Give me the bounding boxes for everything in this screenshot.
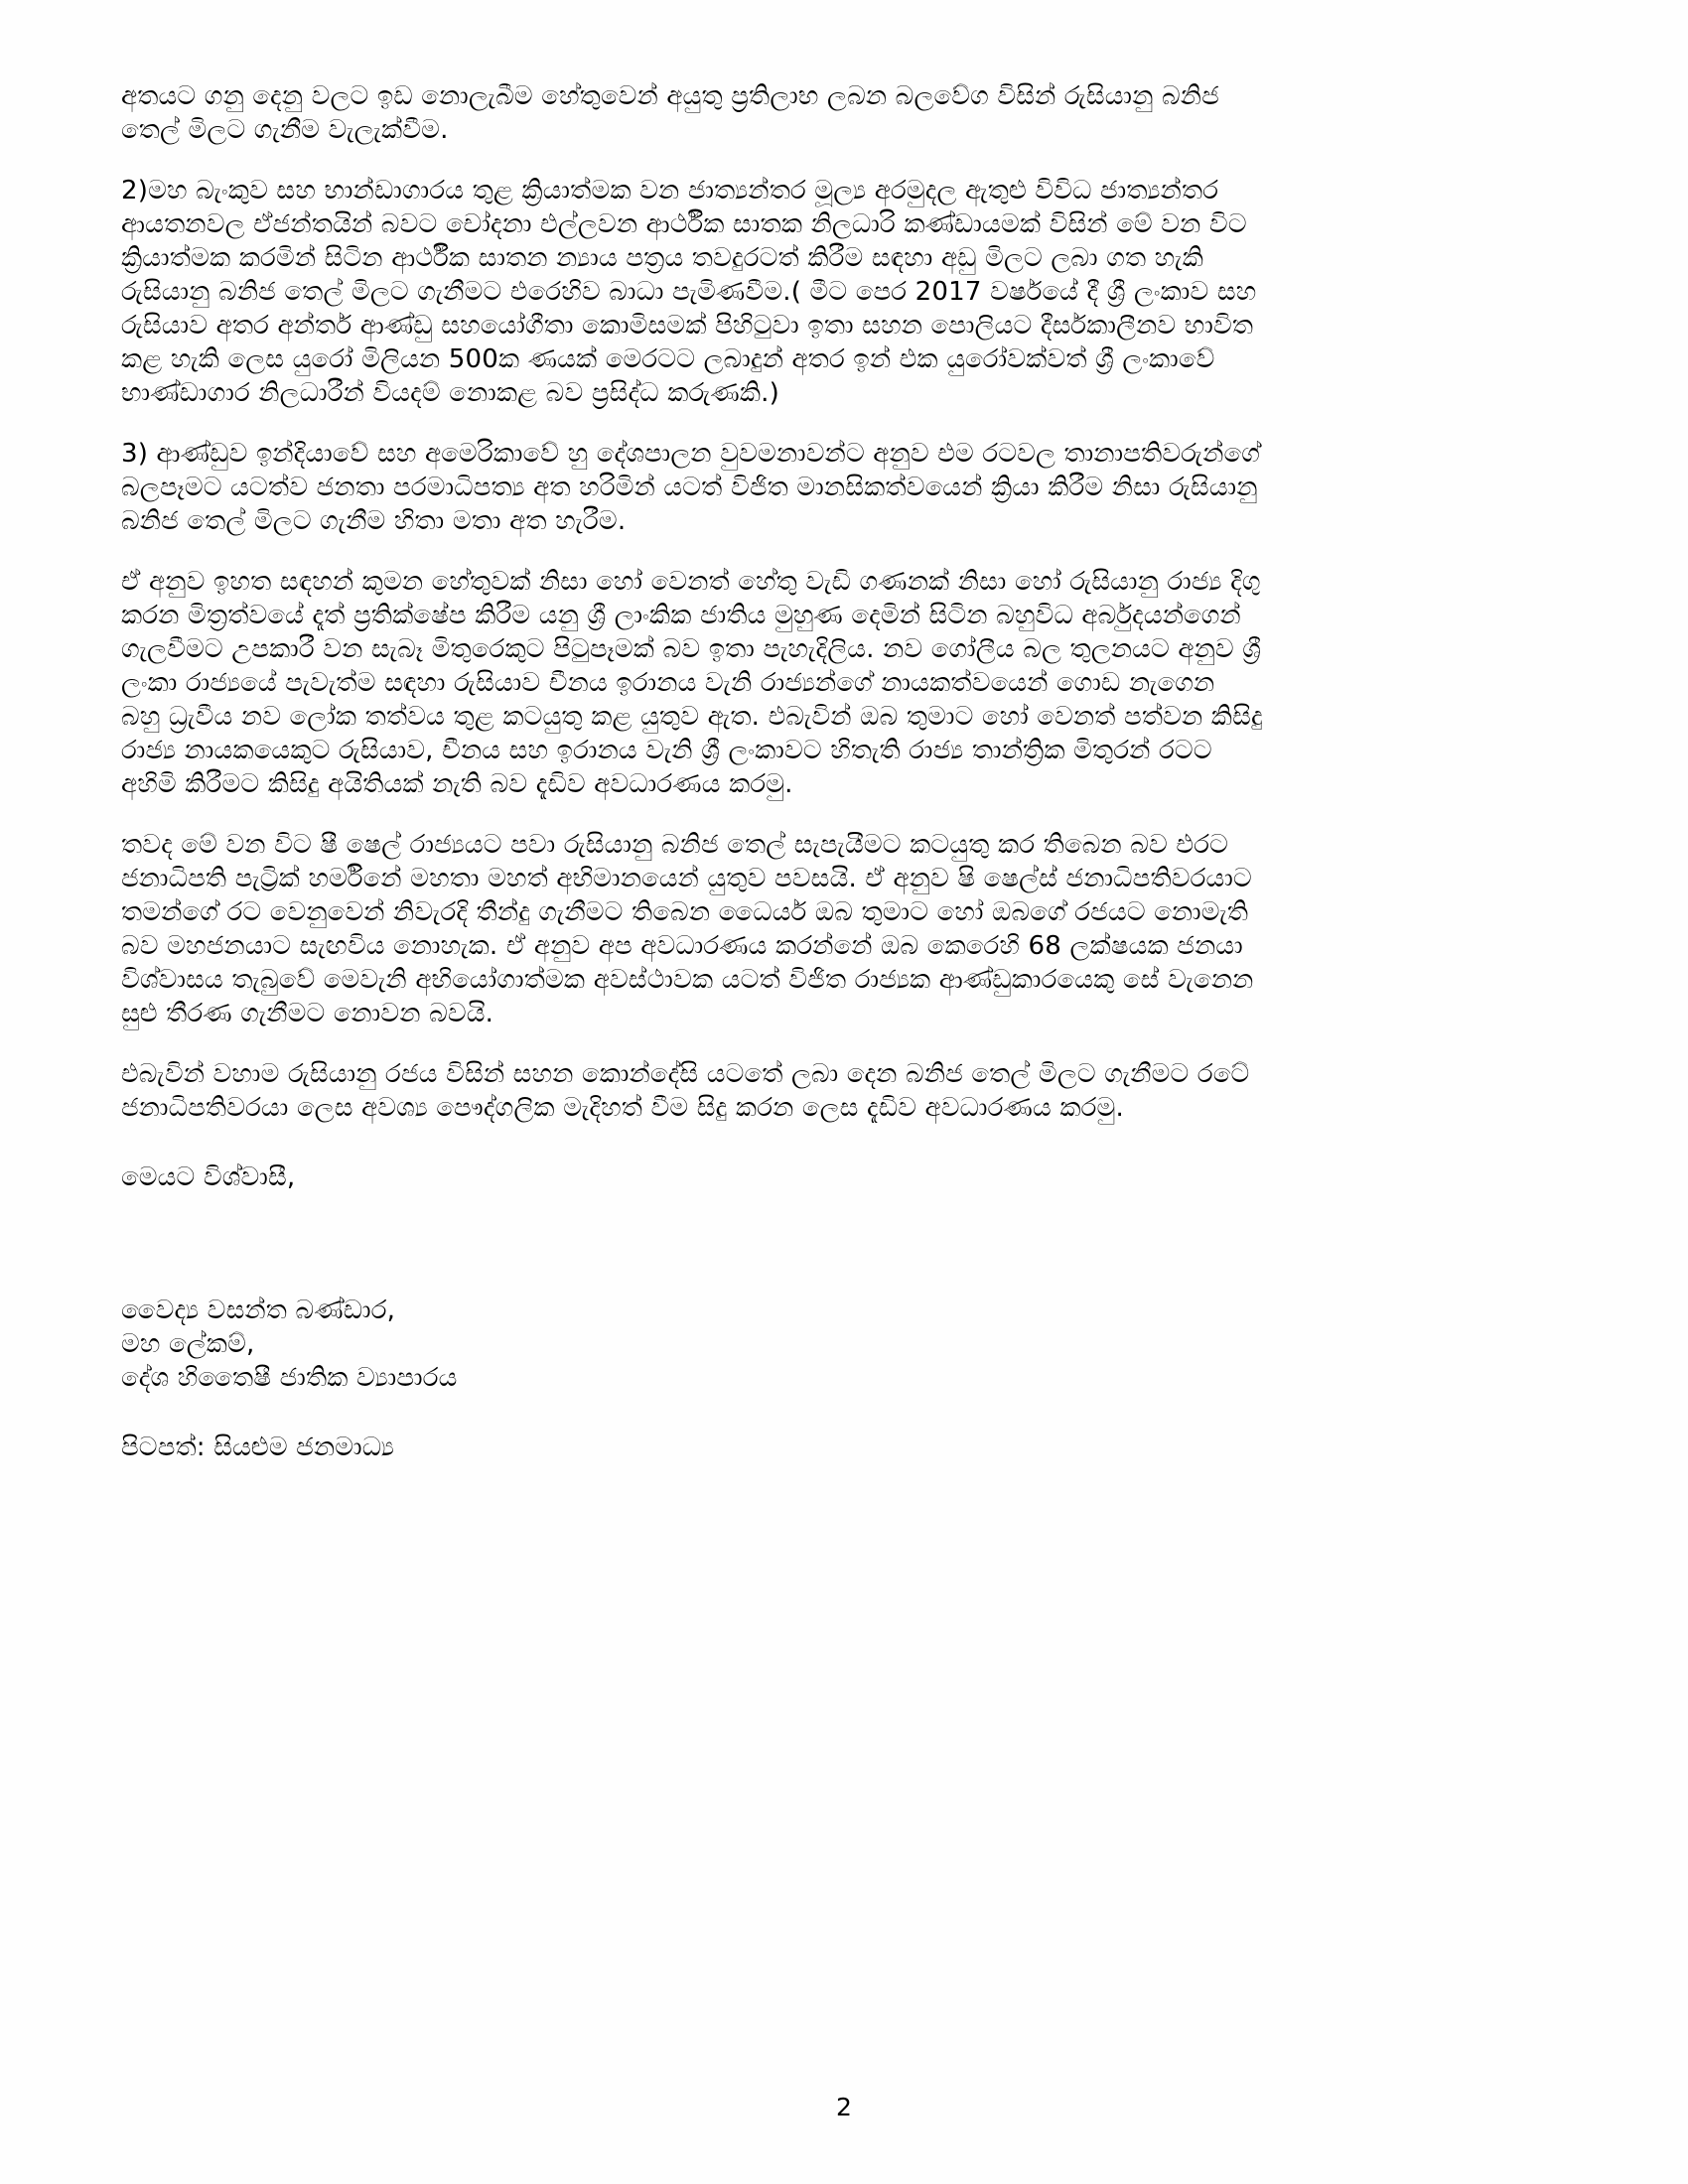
signatory-title: මහ ලේකම්,	[121, 1329, 255, 1359]
closing-salutation	[121, 1160, 1584, 1194]
signatory-name: වෛද්‍ය වසන්ත බණ්ඩාර,	[121, 1296, 396, 1325]
paragraph-line: බනිජ තෙල් මිලට ගැනීම හිතා මතා අත හැරීම.	[121, 506, 627, 536]
cc-note	[121, 1431, 1584, 1464]
paragraph-line: ක්‍රියාත්මක කරමින් සිටින ආර්ථීක සාතන න්‍යාය පත්‍රය තවදුරටත් කිරීම සඳහා අඩු මිලට ලබා ගත හැකි	[121, 243, 1204, 273]
paragraph-line: තමන්ගේ රට වෙනුවෙන් නිවැරදි තීන්දු ගැනීමට තිබෙන ධෛර්ය ඔබ තුමාට හෝ ඔබගේ රජයට නොමැති	[121, 897, 1249, 927]
paragraph-line: සුළු තීරණ ගැනීමට නොවන බවයි.	[121, 999, 494, 1028]
paragraph-line: ලංකා රාජ්‍යයේ පැවැත්ම සඳහා රුසියාව චීනය ඉරානය වැනි රාජ්‍යන්ගේ නායකත්වයෙන් ගොඩ නැගෙන	[121, 668, 1215, 698]
paragraph-line: කළ හැකි ලෙස යුරෝ මිලියන 500ක ණයක් මෙරටට ලබාදුන් අතර ඉන් එක යුරෝවක්වත් ශ්‍රී ලංකාවේ	[121, 344, 1215, 374]
paragraph-line: විශ්වාසය තැබුවේ මෙවැනි අභියෝගාත්මක අවස්ථාවක යටත් විජිත රාජ්‍යක ආණ්ඩුකාරයෙකු සේ වැනෙන	[121, 965, 1254, 995]
paragraph-line: රාජ්‍ය නායකයෙකුට රුසියාව, චීනය සහ ඉරානය වැනි ශ්‍රී ලංකාවට හිතැති රාජ්‍ය තාන්ත්‍රික මිතුරන් රටට	[121, 736, 1212, 765]
letter-body	[121, 79, 1584, 1491]
paragraph-line: බව මහජනයාට සැඟවිය නොහැක. ඒ අනුව අප අවධාරණය කරන්නේ ඔබ කෙරෙහි 68 ලක්ෂයක ජනයා	[121, 931, 1243, 961]
signatory-organization: දේශ හිතෛෂී ජාතික ව්‍යාපාරය	[121, 1363, 458, 1393]
paragraph-line: අතයට ගනු දෙනු වලට ඉඩ නොලැබීම හේතුවෙන් අයුතු ප්‍රතිලාභ ලබන බලවේග විසින් රුසියානු බනිජ	[121, 81, 1219, 111]
paragraph-2	[121, 174, 1584, 410]
paragraph-3	[121, 437, 1584, 538]
paragraph-line: රුසියාව අතර අන්තර් ආණ්ඩු සහයෝගීතා කොමිසමක් පිහිටුවා ඉතා සහන පොලියට දීර්සකාලීනව භාවිත	[121, 311, 1254, 341]
paragraph-5	[121, 828, 1584, 1030]
paragraph-line: එබැවින් වහාම රුසියානු රජය විසින් සහන කොන්දේසි යටතේ ලබා දෙන බනිජ තෙල් මිලට ගැනීමට රටේ	[121, 1059, 1250, 1089]
paragraph-1	[121, 79, 1584, 147]
paragraph-line: භාණ්ඩාගාර නිලධාරීන් වියදම් නොකළ බව ප්‍රසිද්ධ කරුණකි.)	[121, 378, 779, 408]
paragraph-line: ජනාධිපතිවරයා ලෙස අවශ්‍ය පෞද්ගලික මැදිහත් වීම සිදු කරන ලෙස දැඩිව අවධාරණය කරමු.	[121, 1093, 1124, 1123]
paragraph-6	[121, 1057, 1584, 1125]
paragraph-line: ජනාධිපති පැට්‍රික් හර්මිනේ මහතා මහත් අභිමානයෙන් යුතුව පවසයි. ඒ අනුව ෂි ෂෙල්ස් ජනාධිපතිවරයාට	[121, 864, 1252, 893]
signature-block	[121, 1294, 1584, 1395]
paragraph-line: තෙල් මිලට ගැනීම වැලැක්වීම.	[121, 115, 449, 145]
paragraph-line: අහිමි කිරීමට කිසිදු අයිතියක් නැති බව දැඩිව අවධාරණය කරමු.	[121, 769, 793, 799]
paragraph-line: 3) ආණ්ඩුව ඉන්දියාවේ සහ අමෙරිකාවේ හු දේශපාලන වුවමනාවන්ට අනුව එම රටවල තානාපතිවරුන්ගේ	[121, 439, 1261, 469]
paragraph-line: බලපෑමට යටත්ව ජනතා පරමාධිපත්‍ය අත හරිමින් යටත් විජිත මානසිකත්වයෙන් ක්‍රියා කිරීම නිසා රුසියානු	[121, 473, 1258, 502]
page-number: 2	[836, 2093, 852, 2121]
paragraph-line: 2)මහ බැංකුව සහ භාන්ඩාගාරය තුළ ක්‍රියාත්මක වන ජාත්‍යන්තර මූල්‍ය අරමුදල ඇතුළු විවිධ ජාත්‍යන්තර	[121, 176, 1219, 205]
closing-text: මෙයට විශ්වාසී,	[121, 1162, 296, 1192]
paragraph-line: ගැලවීමට උපකාරී වන සැබෑ මිතුරෙකුට පිටුපෑමක් බව ඉතා පැහැදිලිය. නව ගෝලීය බල තුලනයට අනුව ශ්‍රී	[121, 634, 1262, 664]
paragraph-line: රුසියානු බනිජ තෙල් මිලට ගැනීමට එරෙහිව බාධා පැමිණවීම.( මීට පෙර 2017 වර්ෂයේ දී ශ්‍රී ලංකාව සහ	[121, 277, 1257, 307]
paragraph-4	[121, 565, 1584, 801]
paragraph-line: ආයතනවල ඒජන්තයින් බවට චෝදනා එල්ලවන ආර්ථීක සාතක නිලධාරි කණ්ඩායමක් විසින් මේ වන විට	[121, 209, 1247, 239]
paragraph-line: තවද මේ වන විට ෂී ෂෙල් රාජ්‍යයට පවා රුසියානු බනිජ තෙල් සැපැයීමට කටයුතු කර තිබෙන බව එරට	[121, 830, 1229, 860]
cc-text: පිටපත්: සියළුම ජනමාධ්‍ය	[121, 1433, 395, 1462]
paragraph-line: කරන මිත්‍රත්වයේ දෑත් ප්‍රතික්ෂේප කිරීම යනු ශ්‍රී ලාංකික ජාතිය මුහුණ දෙමින් සිටින බහුවිධ අර්බුදයන්ගෙන්	[121, 601, 1241, 630]
paragraph-line: ඒ අනුව ඉහත සඳහන් කුමන හේතුවක් නිසා හෝ වෙනත් හේතු වැඩි ගණනක් නිසා හෝ රුසියානු රාජ්‍ය දිගු	[121, 567, 1261, 597]
paragraph-line: බහු ධ්‍රැවීය නව ලෝක තත්වය තුළ කටයුතු කළ යුතුව ඇත. එබැවින් ඔබ තුමාට හෝ වෙනත් පත්වන කිසිදු	[121, 702, 1263, 732]
